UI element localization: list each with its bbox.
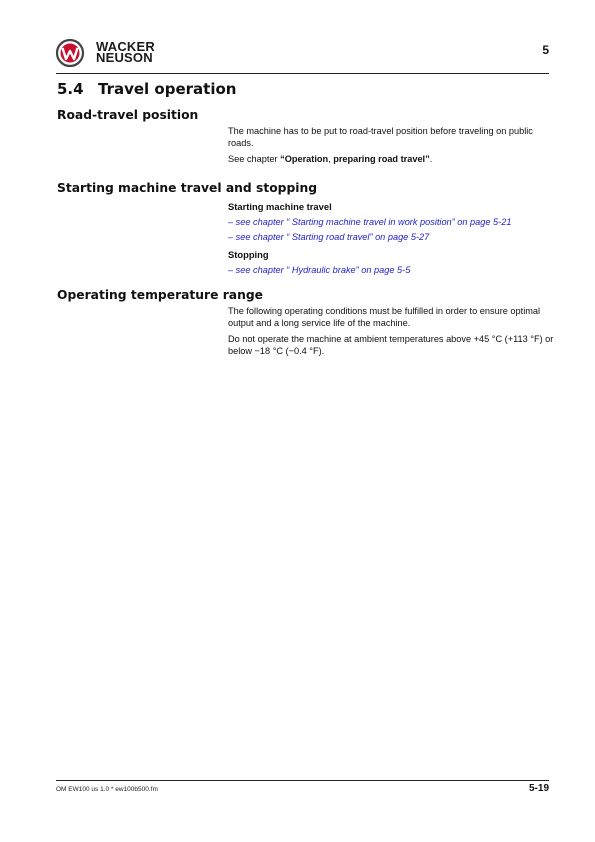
- starting-subheading: Starting machine travel: [228, 201, 332, 212]
- road-travel-heading: Road-travel position: [57, 108, 199, 122]
- starting-stopping-body: [228, 201, 558, 279]
- temperature-limits: Do not operate the machine at ambient temperatures above +45 °C (+113 °F) or below −18 °C (−0.4 °F).: [228, 334, 554, 356]
- header-divider: [56, 73, 549, 74]
- logo-wordmark: [96, 41, 155, 63]
- link-hydraulic-brake[interactable]: – see chapter “ Hydraulic brake” on page 5-5: [228, 265, 411, 275]
- temperature-heading: Operating temperature range: [57, 288, 264, 302]
- road-travel-paragraph: The machine has to be put to road-travel position before traveling on public roads.: [228, 126, 533, 148]
- road-travel-body: [228, 125, 558, 169]
- wacker-neuson-w-icon: [56, 39, 88, 67]
- link-starting-road-travel[interactable]: – see chapter “ Starting road travel” on page 5-27: [228, 232, 430, 242]
- temperature-body: [228, 305, 558, 361]
- section-number: 5.4: [57, 80, 84, 98]
- stopping-subheading: Stopping: [228, 249, 269, 260]
- section-title: [57, 80, 236, 98]
- chapter-ref-operation: “Operation: [280, 154, 329, 164]
- logo-line2: NEUSON: [96, 50, 153, 65]
- link-starting-work-position[interactable]: – see chapter “ Starting machine travel in work position” on page 5-21: [228, 217, 512, 227]
- road-travel-see-chapter: [228, 153, 558, 165]
- see-chapter-prefix: See chapter: [228, 154, 281, 164]
- page-number: 5-19: [528, 783, 549, 794]
- footer-divider: [56, 780, 549, 781]
- section-title-text: Travel operation: [98, 80, 237, 98]
- chapter-ref-preparing: preparing road travel”: [333, 154, 430, 164]
- starting-stopping-heading: Starting machine travel and stopping: [57, 181, 318, 195]
- chapter-ref-comma: ,: [328, 154, 334, 164]
- logo-line1: WACKER: [96, 39, 155, 54]
- chapter-number: 5: [542, 43, 549, 57]
- chapter-ref-period: .: [429, 154, 433, 164]
- footer-document-id: OM EW100 us 1.0 * ew100b500.fm: [56, 786, 158, 793]
- temperature-conditions: The following operating conditions must be fulfilled in order to ensure optimal output and a long service life of the machine.: [228, 306, 541, 328]
